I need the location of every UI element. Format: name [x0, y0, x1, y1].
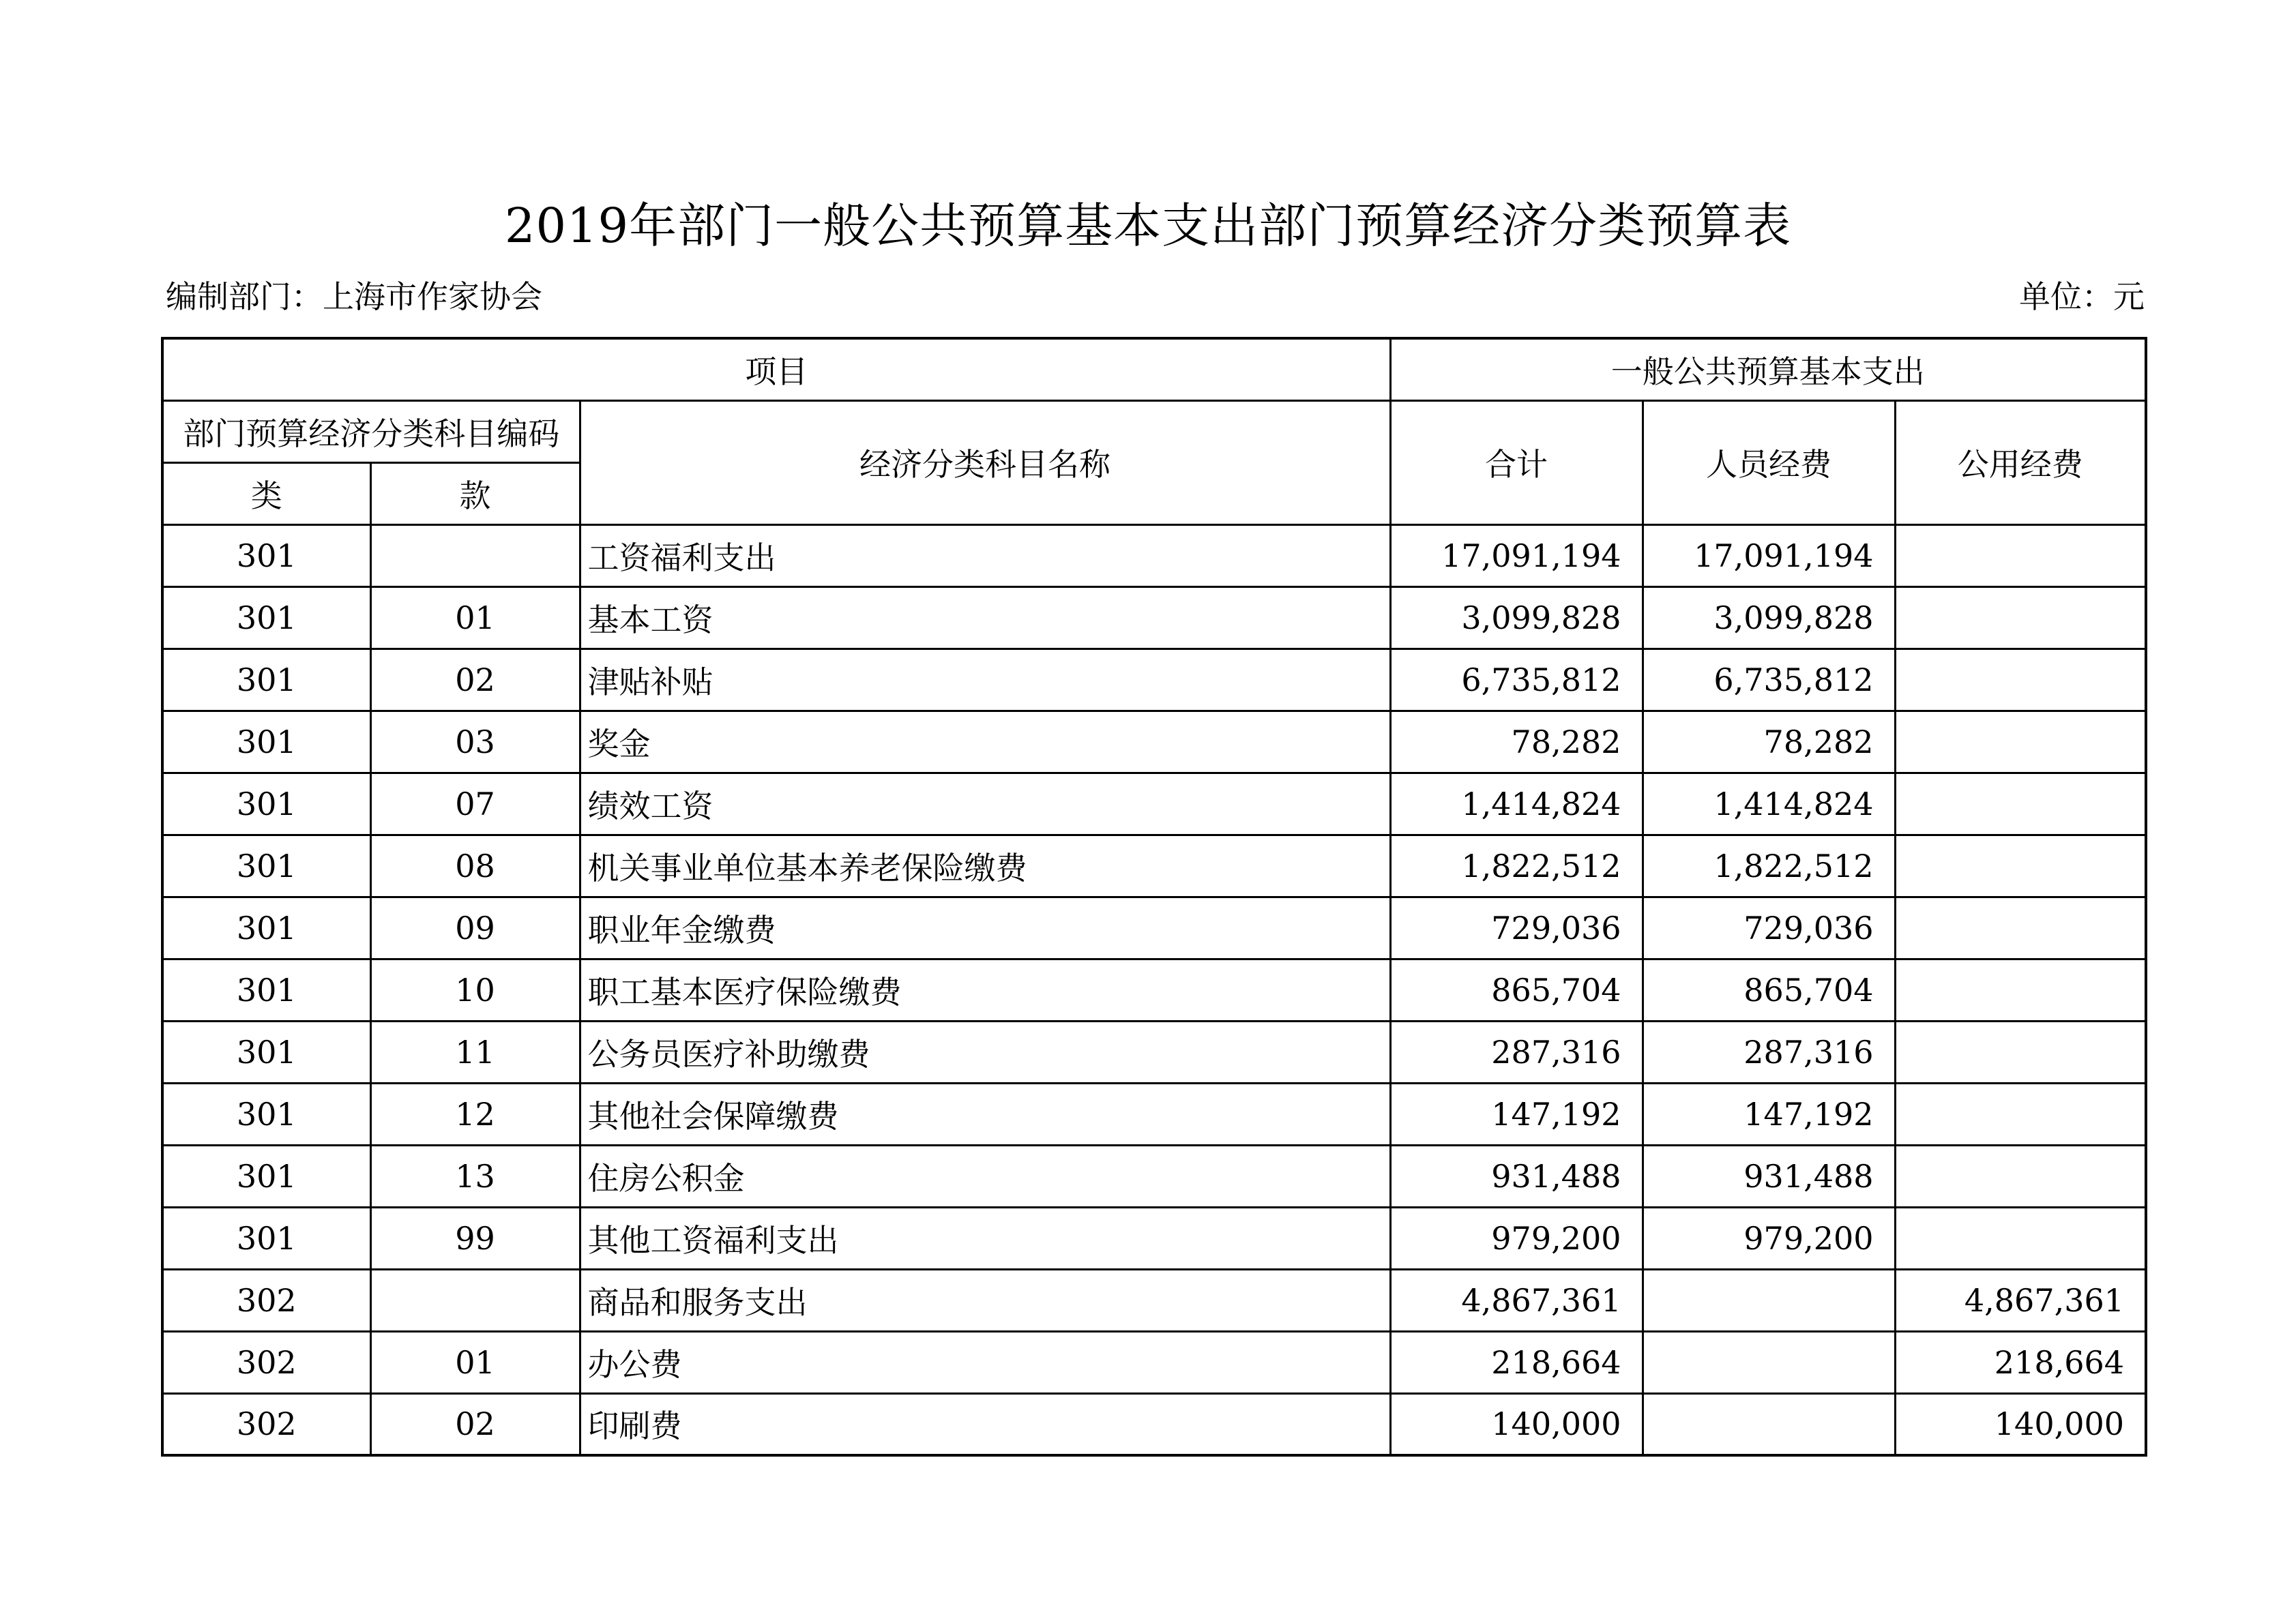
- cell-total: 4,867,361: [1390, 1269, 1643, 1331]
- cell-category: 301: [162, 586, 370, 649]
- cell-total: 865,704: [1390, 959, 1643, 1021]
- cell-personnel: 78,282: [1643, 711, 1895, 773]
- table-row: [162, 835, 2146, 897]
- cell-subcategory: 07: [370, 773, 580, 835]
- table-row: [162, 1021, 2146, 1083]
- cell-personnel: [1643, 1393, 1895, 1455]
- cell-category: 301: [162, 835, 370, 897]
- cell-total: 78,282: [1390, 711, 1643, 773]
- header-general-budget: 一般公共预算基本支出: [1390, 338, 2146, 400]
- cell-name: 基本工资: [580, 586, 1390, 649]
- cell-name: 住房公积金: [580, 1145, 1390, 1207]
- cell-subcategory: 02: [370, 649, 580, 711]
- unit-label: 单位：元: [2019, 278, 2145, 315]
- header-public: 公用经费: [1895, 400, 2146, 524]
- header-subcategory: 款: [370, 462, 580, 524]
- cell-subcategory: [370, 1269, 580, 1331]
- cell-public: [1895, 1145, 2146, 1207]
- cell-subcategory: 09: [370, 897, 580, 959]
- table-row: [162, 1269, 2146, 1331]
- cell-personnel: [1643, 1269, 1895, 1331]
- cell-personnel: 1,822,512: [1643, 835, 1895, 897]
- cell-category: 302: [162, 1393, 370, 1455]
- table-row: [162, 1145, 2146, 1207]
- cell-category: 302: [162, 1269, 370, 1331]
- header-code-group: 部门预算经济分类科目编码: [162, 400, 580, 462]
- cell-subcategory: [370, 524, 580, 586]
- cell-public: [1895, 1021, 2146, 1083]
- header-personnel: 人员经费: [1643, 400, 1895, 524]
- table-row: [162, 1331, 2146, 1393]
- table-row: [162, 1207, 2146, 1269]
- cell-public: 140,000: [1895, 1393, 2146, 1455]
- cell-personnel: 979,200: [1643, 1207, 1895, 1269]
- cell-subcategory: 99: [370, 1207, 580, 1269]
- cell-personnel: 6,735,812: [1643, 649, 1895, 711]
- cell-subcategory: 12: [370, 1083, 580, 1145]
- cell-name: 职工基本医疗保险缴费: [580, 959, 1390, 1021]
- cell-subcategory: 13: [370, 1145, 580, 1207]
- cell-total: 3,099,828: [1390, 586, 1643, 649]
- cell-total: 17,091,194: [1390, 524, 1643, 586]
- cell-category: 301: [162, 1083, 370, 1145]
- cell-total: 1,822,512: [1390, 835, 1643, 897]
- cell-public: [1895, 959, 2146, 1021]
- header-name: 经济分类科目名称: [580, 400, 1390, 524]
- cell-subcategory: 03: [370, 711, 580, 773]
- cell-category: 301: [162, 897, 370, 959]
- cell-public: [1895, 835, 2146, 897]
- cell-public: [1895, 586, 2146, 649]
- cell-subcategory: 08: [370, 835, 580, 897]
- cell-public: [1895, 711, 2146, 773]
- cell-personnel: 729,036: [1643, 897, 1895, 959]
- cell-name: 津贴补贴: [580, 649, 1390, 711]
- cell-name: 办公费: [580, 1331, 1390, 1393]
- cell-total: 140,000: [1390, 1393, 1643, 1455]
- cell-total: 218,664: [1390, 1331, 1643, 1393]
- cell-total: 287,316: [1390, 1021, 1643, 1083]
- cell-public: 4,867,361: [1895, 1269, 2146, 1331]
- cell-category: 301: [162, 711, 370, 773]
- cell-total: 147,192: [1390, 1083, 1643, 1145]
- cell-total: 1,414,824: [1390, 773, 1643, 835]
- cell-public: [1895, 524, 2146, 586]
- cell-name: 印刷费: [580, 1393, 1390, 1455]
- table-row: [162, 773, 2146, 835]
- cell-subcategory: 01: [370, 586, 580, 649]
- cell-total: 979,200: [1390, 1207, 1643, 1269]
- cell-category: 301: [162, 1145, 370, 1207]
- department-label: 编制部门：上海市作家协会: [166, 278, 542, 315]
- cell-personnel: 865,704: [1643, 959, 1895, 1021]
- table-body: [162, 524, 2146, 1455]
- cell-public: 218,664: [1895, 1331, 2146, 1393]
- table-row: [162, 711, 2146, 773]
- cell-personnel: 931,488: [1643, 1145, 1895, 1207]
- cell-category: 301: [162, 1207, 370, 1269]
- cell-category: 301: [162, 773, 370, 835]
- cell-personnel: 287,316: [1643, 1021, 1895, 1083]
- cell-name: 工资福利支出: [580, 524, 1390, 586]
- cell-total: 6,735,812: [1390, 649, 1643, 711]
- cell-public: [1895, 649, 2146, 711]
- cell-subcategory: 11: [370, 1021, 580, 1083]
- cell-subcategory: 02: [370, 1393, 580, 1455]
- table-row: [162, 1393, 2146, 1455]
- table-row: [162, 1083, 2146, 1145]
- cell-total: 931,488: [1390, 1145, 1643, 1207]
- cell-category: 301: [162, 524, 370, 586]
- cell-name: 商品和服务支出: [580, 1269, 1390, 1331]
- cell-public: [1895, 1207, 2146, 1269]
- cell-personnel: 1,414,824: [1643, 773, 1895, 835]
- cell-category: 301: [162, 1021, 370, 1083]
- cell-category: 301: [162, 649, 370, 711]
- header-item: 项目: [162, 338, 1390, 400]
- cell-total: 729,036: [1390, 897, 1643, 959]
- cell-category: 301: [162, 959, 370, 1021]
- page-title: 2019年部门一般公共预算基本支出部门预算经济分类预算表: [504, 198, 1792, 254]
- cell-personnel: 17,091,194: [1643, 524, 1895, 586]
- table-row: [162, 586, 2146, 649]
- cell-name: 公务员医疗补助缴费: [580, 1021, 1390, 1083]
- table-row: [162, 959, 2146, 1021]
- cell-name: 其他社会保障缴费: [580, 1083, 1390, 1145]
- cell-subcategory: 10: [370, 959, 580, 1021]
- cell-name: 绩效工资: [580, 773, 1390, 835]
- cell-public: [1895, 773, 2146, 835]
- cell-name: 其他工资福利支出: [580, 1207, 1390, 1269]
- cell-name: 机关事业单位基本养老保险缴费: [580, 835, 1390, 897]
- cell-name: 职业年金缴费: [580, 897, 1390, 959]
- cell-personnel: 3,099,828: [1643, 586, 1895, 649]
- table-header: [162, 338, 2146, 524]
- cell-name: 奖金: [580, 711, 1390, 773]
- cell-public: [1895, 1083, 2146, 1145]
- table-row: [162, 524, 2146, 586]
- cell-personnel: [1643, 1331, 1895, 1393]
- header-total: 合计: [1390, 400, 1643, 524]
- cell-public: [1895, 897, 2146, 959]
- budget-table: [161, 337, 2147, 1457]
- table-row: [162, 897, 2146, 959]
- table-row: [162, 649, 2146, 711]
- header-category: 类: [162, 462, 370, 524]
- cell-category: 302: [162, 1331, 370, 1393]
- cell-subcategory: 01: [370, 1331, 580, 1393]
- cell-personnel: 147,192: [1643, 1083, 1895, 1145]
